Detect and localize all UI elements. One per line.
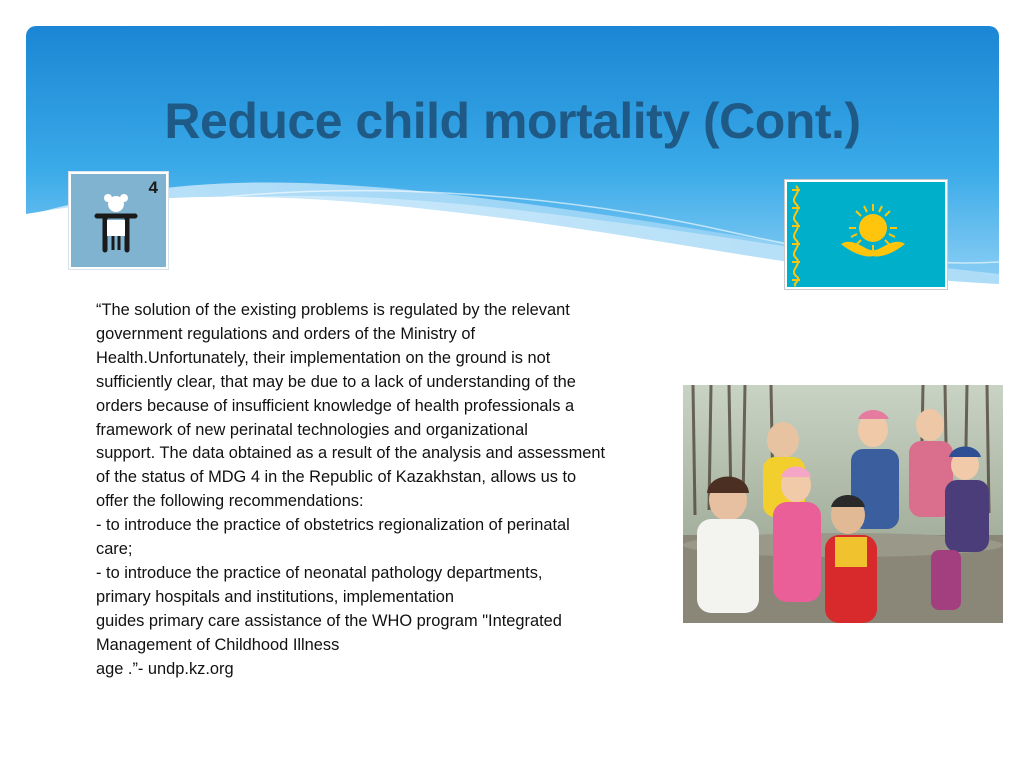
body-line: offer the following recommendations: bbox=[96, 492, 364, 511]
slide-title: Reduce child mortality (Cont.) bbox=[164, 93, 861, 149]
body-line: primary hospitals and institutions, implementation bbox=[96, 587, 455, 606]
child-figure-icon bbox=[93, 192, 139, 254]
body-line: framework of new perinatal technologies and organizational bbox=[96, 420, 528, 439]
body-line: - to introduce the practice of neonatal pathology departments, bbox=[96, 563, 543, 582]
body-line: government regulations and orders of the Ministry of bbox=[96, 324, 476, 343]
body-line: age .”- undp.kz.org bbox=[96, 659, 234, 678]
body-line: orders because of insufficient knowledge of health professionals a bbox=[96, 396, 575, 415]
body-line: support. The data obtained as a result of the analysis and assessment bbox=[96, 444, 606, 463]
body-line: Health.Unfortunately, their implementation on the ground is not bbox=[96, 348, 551, 367]
photo-illustration bbox=[683, 385, 1003, 623]
body-line: sufficiently clear, that may be due to a lack of understanding of the bbox=[96, 372, 576, 391]
body-line: - to introduce the practice of obstetrics regionalization of perinatal bbox=[96, 516, 570, 535]
kazakhstan-flag bbox=[784, 179, 948, 290]
quote-body bbox=[96, 299, 682, 682]
body-line: of the status of MDG 4 in the Republic of Kazakhstan, allows us to bbox=[96, 468, 577, 487]
flag-graphic bbox=[787, 182, 945, 287]
children-group-photo bbox=[683, 385, 1003, 623]
body-line: guides primary care assistance of the WHO program "Integrated bbox=[96, 611, 562, 630]
body-line: “The solution of the existing problems is regulated by the relevant bbox=[96, 301, 570, 319]
mdg-goal-badge bbox=[69, 172, 168, 269]
goal-number: 4 bbox=[148, 178, 158, 197]
body-line: Management of Childhood Illness bbox=[96, 635, 340, 654]
body-line: care; bbox=[96, 540, 133, 559]
